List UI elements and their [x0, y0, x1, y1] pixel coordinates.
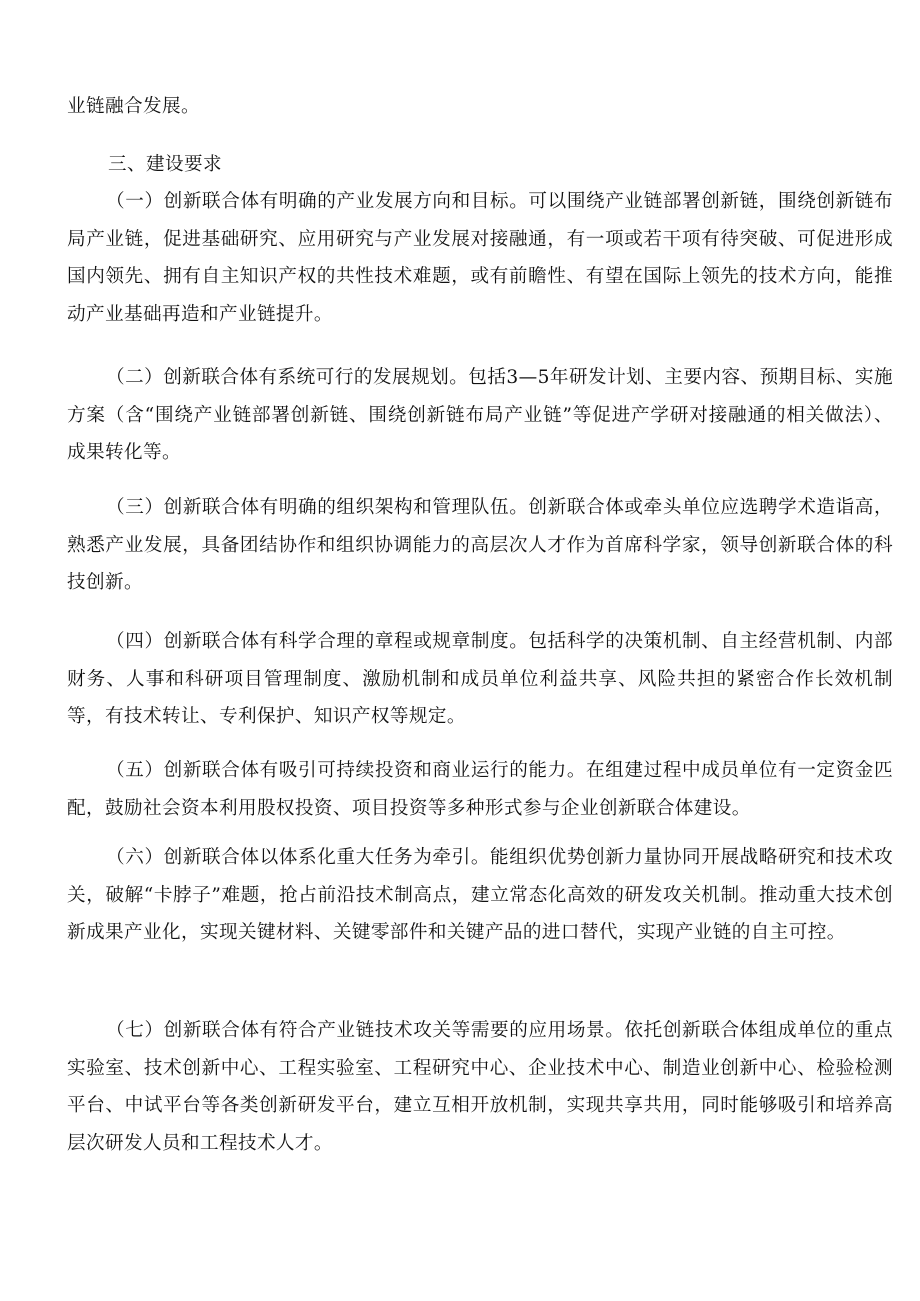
paragraph-requirement-6: （六）创新联合体以体系化重大任务为牵引。能组织优势创新力量协同开展战略研究和技术攻关，破解“卡脖子”难题，抢占前沿技术制高点，建立常态化高效的研发攻关机制。推动重大技术创新成果产业化，实现关键材料、关键零部件和关键产品的进口替代，实现产业链的自主可控。 [67, 847, 893, 944]
continuation-text: 业链融合发展。 [67, 96, 200, 117]
paragraph-requirement-4: （四）创新联合体有科学合理的章程或规章制度。包括科学的决策机制、自主经营机制、内部财务、人事和科研项目管理制度、激励机制和成员单位利益共享、风险共担的紧密合作长效机制等，有技术转让、专利保护、知识产权等规定。 [67, 631, 893, 728]
paragraph-requirement-2: （二）创新联合体有系统可行的发展规划。包括3—5年研发计划、主要内容、预期目标、实施方案（含“围绕产业链部署创新链、围绕创新链布局产业链”等促进产学研对接融通的相关做法）、成果转化等。 [67, 367, 893, 464]
paragraph-requirement-3: （三）创新联合体有明确的组织架构和管理队伍。创新联合体或牵头单位应选聘学术造诣高，熟悉产业发展，具备团结协作和组织协调能力的高层次人才作为首席科学家，领导创新联合体的科技创新。 [67, 497, 893, 594]
paragraph-requirement-7: （七）创新联合体有符合产业链技术攻关等需要的应用场景。依托创新联合体组成单位的重点实验室、技术创新中心、工程实验室、工程研究中心、企业技术中心、制造业创新中心、检验检测平台、中试平台等各类创新研发平台，建立互相开放机制，实现共享共用，同时能够吸引和培养高层次研发人员和工程技术人才。 [67, 1020, 893, 1154]
section-heading: 三、建设要求 [108, 154, 222, 175]
paragraph-requirement-1: （一）创新联合体有明确的产业发展方向和目标。可以围绕产业链部署创新链，围绕创新链布局产业链，促进基础研究、应用研究与产业发展对接融通，有一项或若干项有待突破、可促进形成国内领先、拥有自主知识产权的共性技术难题，或有前瞻性、有望在国际上领先的技术方向，能推动产业基础再造和产业链提升。 [67, 191, 893, 325]
paragraph-requirement-5: （五）创新联合体有吸引可持续投资和商业运行的能力。在组建过程中成员单位有一定资金匹配，鼓励社会资本利用股权投资、项目投资等多种形式参与企业创新联合体建设。 [67, 760, 893, 819]
